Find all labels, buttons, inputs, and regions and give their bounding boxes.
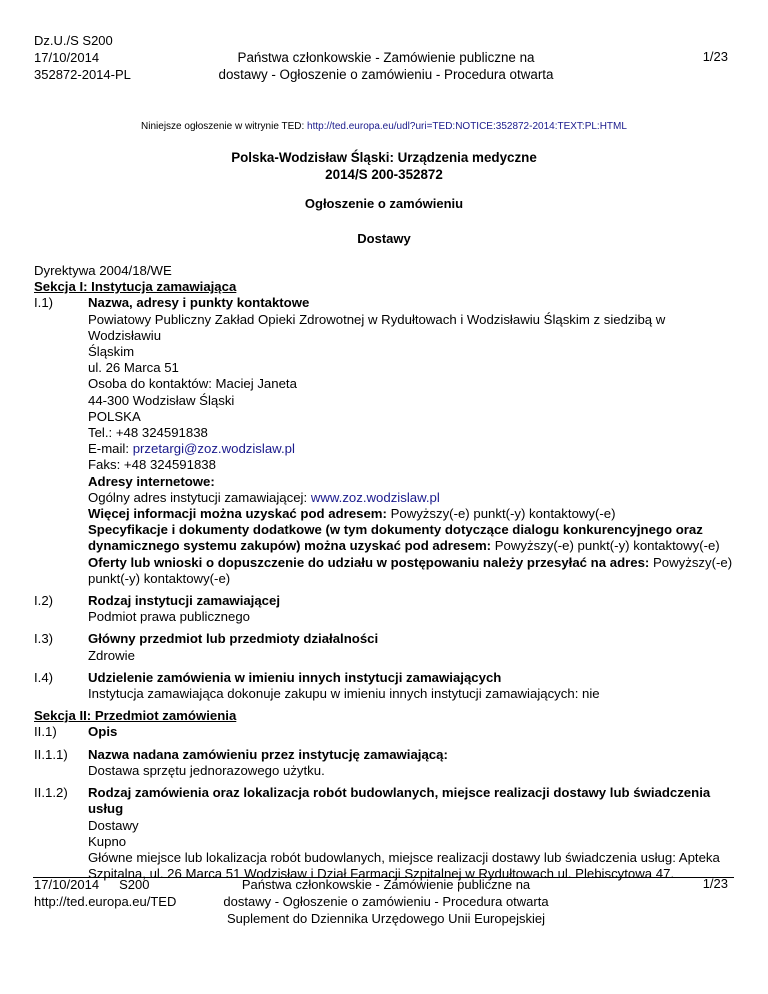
more-info-row: [88, 506, 734, 522]
offers-value-line2: punkt(-y) kontaktowy(-e): [88, 570, 231, 586]
specs-value: Powyższy(-e) punkt(-y) kontaktowy(-e): [494, 538, 720, 554]
journal-ref: Dz.U./S S200: [34, 33, 113, 48]
more-info-label: Więcej informacji można uzyskać pod adresem:: [88, 506, 391, 522]
internet-addresses-heading: Adresy internetowe:: [88, 473, 215, 489]
section-value: Dostawa sprzętu jednorazowego użytku.: [88, 762, 325, 778]
section-number: II.1.1): [34, 746, 68, 762]
section-heading: Główny przedmiot lub przedmioty działalności: [88, 631, 379, 647]
footer-title-line3: Suplement do Dziennika Urzędowego Unii Europejskiej: [227, 911, 545, 926]
contact-person: Osoba do kontaktów: Maciej Janeta: [88, 376, 297, 392]
offers-value-line1: Powyższy(-e): [652, 554, 733, 570]
title-line2: 2014/S 200-352872: [325, 167, 443, 182]
footer-issue: S200: [119, 877, 150, 892]
city: 44-300 Wodzisław Śląski: [88, 392, 235, 408]
footer-title-line1: Państwa członkowskie - Zamówienie publiczne na: [241, 877, 531, 892]
contract-kind: Dostawy: [88, 817, 139, 833]
section-heading: Rodzaj instytucji zamawiającej: [88, 593, 281, 609]
document-title: [0, 149, 768, 183]
section-heading: Udzielenie zamówienia w imieniu innych instytucji zamawiających: [88, 669, 502, 685]
header-title-line2: dostawy - Ogłoszenie o zamówieniu - Procedura otwarta: [218, 67, 554, 82]
section-1-title: Sekcja I: Instytucja zamawiająca: [34, 279, 237, 295]
ted-notice-label: Niniejsze ogłoszenie w witrynie TED:: [141, 121, 308, 132]
specs-row: [88, 538, 734, 554]
org-name-line2: Śląskim: [88, 344, 135, 360]
org-name-line1: Powiatowy Publiczny Zakład Opieki Zdrowotnej w Rydułtowach i Wodzisławiu Śląskim z siedzibą w Wodzisławiu: [88, 311, 666, 343]
contract-subkind: Kupno: [88, 833, 127, 849]
general-address-row: [88, 490, 734, 506]
footer-url: http://ted.europa.eu/TED: [34, 894, 177, 909]
ted-notice: [0, 121, 768, 132]
footer-date: 17/10/2014: [34, 877, 100, 892]
footer-page-number: 1/23: [702, 876, 728, 891]
place-line1: Główne miejsce lub lokalizacja robót budowlanych, miejsce realizacji dostawy lub świadczenia usług: Apteka: [88, 849, 720, 865]
notice-ref: 352872-2014-PL: [34, 67, 131, 82]
section-i2: [34, 593, 734, 625]
header-meta: [34, 32, 131, 83]
section-value: Zdrowie: [88, 647, 135, 663]
general-address-label: Ogólny adres instytucji zamawiającej:: [88, 489, 311, 505]
header-title: [200, 49, 572, 83]
fax: Faks: +48 324591838: [88, 457, 216, 473]
section-number: II.1.2): [34, 785, 68, 801]
specs-label-line2: dynamicznego systemu zakupów) można uzyskać pod adresem:: [88, 538, 495, 554]
specs-label-line1: Specyfikacje i dokumenty dodatkowe (w tym dokumenty dotyczące dialogu konkurencyjnego oraz: [88, 522, 703, 538]
section-i3: [34, 631, 734, 663]
section-number: I.4): [34, 669, 54, 685]
email-label: E-mail:: [88, 441, 133, 457]
offers-label: Oferty lub wnioski o dopuszczenie do udziału w postępowaniu należy przesyłać na adres:: [88, 554, 653, 570]
email-link[interactable]: przetargi@zoz.wodzislaw.pl: [132, 441, 295, 457]
footer-title: [200, 876, 572, 927]
section-ii11: [34, 747, 734, 779]
notice-type: Ogłoszenie o zamówieniu: [304, 196, 464, 211]
section-heading: Nazwa, adresy i punkty kontaktowe: [88, 295, 310, 311]
section-number: II.1): [34, 724, 57, 740]
contract-type: Dostawy: [357, 231, 411, 246]
section-heading-line1: Rodzaj zamówienia oraz lokalizacja robót budowlanych, miejsce realizacji dostawy lub świadczenia: [88, 785, 711, 801]
section-ii12: [34, 785, 734, 882]
section-heading: Opis: [88, 724, 118, 740]
section-number: I.3): [34, 631, 54, 647]
section-i4: [34, 670, 734, 702]
directive: Dyrektywa 2004/18/WE: [34, 263, 172, 278]
header-page-number: 1/23: [702, 49, 728, 64]
section-2-title: Sekcja II: Przedmiot zamówienia: [34, 708, 237, 724]
more-info-value: Powyższy(-e) punkt(-y) kontaktowy(-e): [390, 506, 616, 522]
street: ul. 26 Marca 51: [88, 360, 179, 376]
section-value: Instytucja zamawiająca dokonuje zakupu w imieniu innych instytucji zamawiających: nie: [88, 686, 600, 702]
footer-title-line2: dostawy - Ogłoszenie o zamówieniu - Procedura otwarta: [223, 894, 549, 909]
section-i1: [34, 295, 734, 587]
title-line1: Polska-Wodzisław Śląski: Urządzenia medyczne: [231, 150, 537, 165]
section-number: I.2): [34, 593, 54, 609]
place-line2: Szpitalna, ul. 26 Marca 51 Wodzisław i Dział Farmacji Szpitalnej w Rydułtowach ul. Plebiscytowa 47.: [88, 866, 675, 882]
offers-row: [88, 555, 734, 571]
section-value: Podmiot prawa publicznego: [88, 609, 251, 625]
general-address-link[interactable]: www.zoz.wodzislaw.pl: [310, 489, 440, 505]
ted-notice-link[interactable]: http://ted.europa.eu/udl?uri=TED:NOTICE:352872-2014:TEXT:PL:HTML: [307, 121, 627, 132]
phone: Tel.: +48 324591838: [88, 425, 208, 441]
footer-meta: [34, 876, 176, 910]
section-number: I.1): [34, 295, 54, 311]
section-heading-line2: usług: [88, 801, 124, 817]
document-body: [34, 263, 734, 882]
email-row: [88, 441, 734, 457]
header-date: 17/10/2014: [34, 50, 100, 65]
header-title-line1: Państwa członkowskie - Zamówienie publiczne na: [237, 50, 535, 65]
section-heading: Nazwa nadana zamówieniu przez instytucję zamawiającą:: [88, 746, 448, 762]
country: POLSKA: [88, 408, 141, 424]
section-ii1: [34, 724, 734, 740]
